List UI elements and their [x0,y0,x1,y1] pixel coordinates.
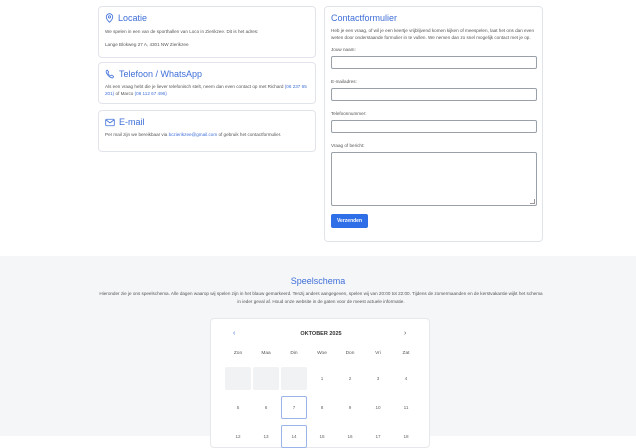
calendar-day[interactable]: 7 [281,396,307,419]
email-text-after: of gebruik het contactformulier. [218,132,282,137]
phone-icon [105,69,115,79]
name-label: Jouw naam: [331,47,356,52]
calendar-day[interactable]: 6 [264,405,268,410]
phone-label: Telefoonnummer: [331,111,367,116]
weekday-label: Vri [375,351,381,356]
calendar-day[interactable]: 10 [375,405,381,410]
weekday-label: Zat [402,351,410,356]
schedule-section [0,256,636,439]
weekday-label: Woe [317,351,327,356]
calendar-day[interactable]: 13 [263,434,269,439]
calendar-day[interactable]: 4 [404,376,408,381]
prev-month-icon[interactable]: ‹ [233,330,236,337]
question-textarea[interactable] [331,152,537,206]
calendar-day[interactable]: 2 [348,376,352,381]
weekday-label: Din [290,351,298,356]
calendar-day[interactable]: 16 [347,434,353,439]
calendar-empty-cell [225,367,251,390]
calendar-day[interactable]: 5 [236,405,240,410]
phone-card [98,62,316,104]
weekday-label: Zon [233,351,243,356]
phone-text-before: Als een vraag hebt die je liever telefonisch stelt, neem dan even contact op met Richard [105,84,284,89]
calendar-day[interactable]: 12 [235,434,241,439]
calendar [210,318,430,448]
phone-link-richard[interactable]: (06 237 65 201) [105,84,307,96]
location-text: We spelen in een van de sporthallen van Loco in Zierikzee. Dit is het adres: [105,29,259,34]
email-label: E-mailadres: [331,79,357,84]
phone-text [105,83,309,97]
calendar-day[interactable]: 9 [348,405,352,410]
next-month-icon[interactable]: › [404,330,407,337]
form-intro: Heb je een vraag, of wil je een keertje vrijblijvend komen kijken of meespelen, laat het ons dan even weten door onderstaande formulier in te vullen. We nemen dan zo snel mogelijk contact met je op. [331,28,535,40]
calendar-header [211,330,431,340]
location-heading [105,13,309,23]
calendar-day[interactable]: 14 [281,425,307,448]
email-heading [105,117,309,127]
calendar-day[interactable]: 15 [319,434,325,439]
mail-icon [105,118,115,127]
calendar-day[interactable]: 1 [320,376,324,381]
location-card [98,6,316,58]
email-input[interactable] [331,88,537,101]
email-link[interactable]: bczierikzee@gmail.com [168,132,218,137]
phone-text-mid: of Marco [115,91,134,96]
name-input[interactable] [331,56,537,69]
email-title: E-mail [119,117,145,127]
calendar-day[interactable]: 3 [376,376,380,381]
email-text [105,131,309,138]
form-title: Contactformulier [331,13,398,23]
contact-form-card [324,6,543,242]
submit-button[interactable]: Verzenden [331,214,368,228]
schedule-intro: Hieronder zie je ons speelschema. Alle dagen waarop wij spelen zijn in het blauw gemarkeerd. Tenzij anders aangegeven, spelen wij van 20:00 tot 22:00. Tijdens de zomermaanden en de kerstvakantie wijkt het schema in ieder geval af. Houd onze website in de gaten voor de meest actuele informatie. [99,291,543,304]
calendar-day[interactable]: 8 [320,405,324,410]
calendar-empty-cell [253,367,279,390]
phone-heading [105,69,309,79]
email-card [98,110,316,152]
calendar-empty-cell [281,367,307,390]
phone-input[interactable] [331,120,537,133]
location-title: Locatie [118,13,148,23]
calendar-day[interactable]: 18 [403,434,409,439]
weekday-label: Don [345,351,355,356]
phone-title: Telefoon / WhatsApp [119,69,203,79]
calendar-day[interactable]: 17 [375,434,381,439]
location-address: Lange Blokweg 27 A, 4301 NW Zierikzee [105,42,189,47]
schedule-title: Speelschema [290,276,346,286]
question-label: Vraag of bericht: [331,143,365,148]
calendar-month: OKTOBER 2025 [300,331,342,337]
weekday-label: Maa [261,351,271,356]
calendar-day[interactable]: 11 [403,405,409,410]
email-text-before: Per mail zijn we bereikbaar via [105,132,168,137]
phone-link-marco[interactable]: (06 112 67 496) [134,91,167,96]
map-pin-icon [105,13,114,23]
